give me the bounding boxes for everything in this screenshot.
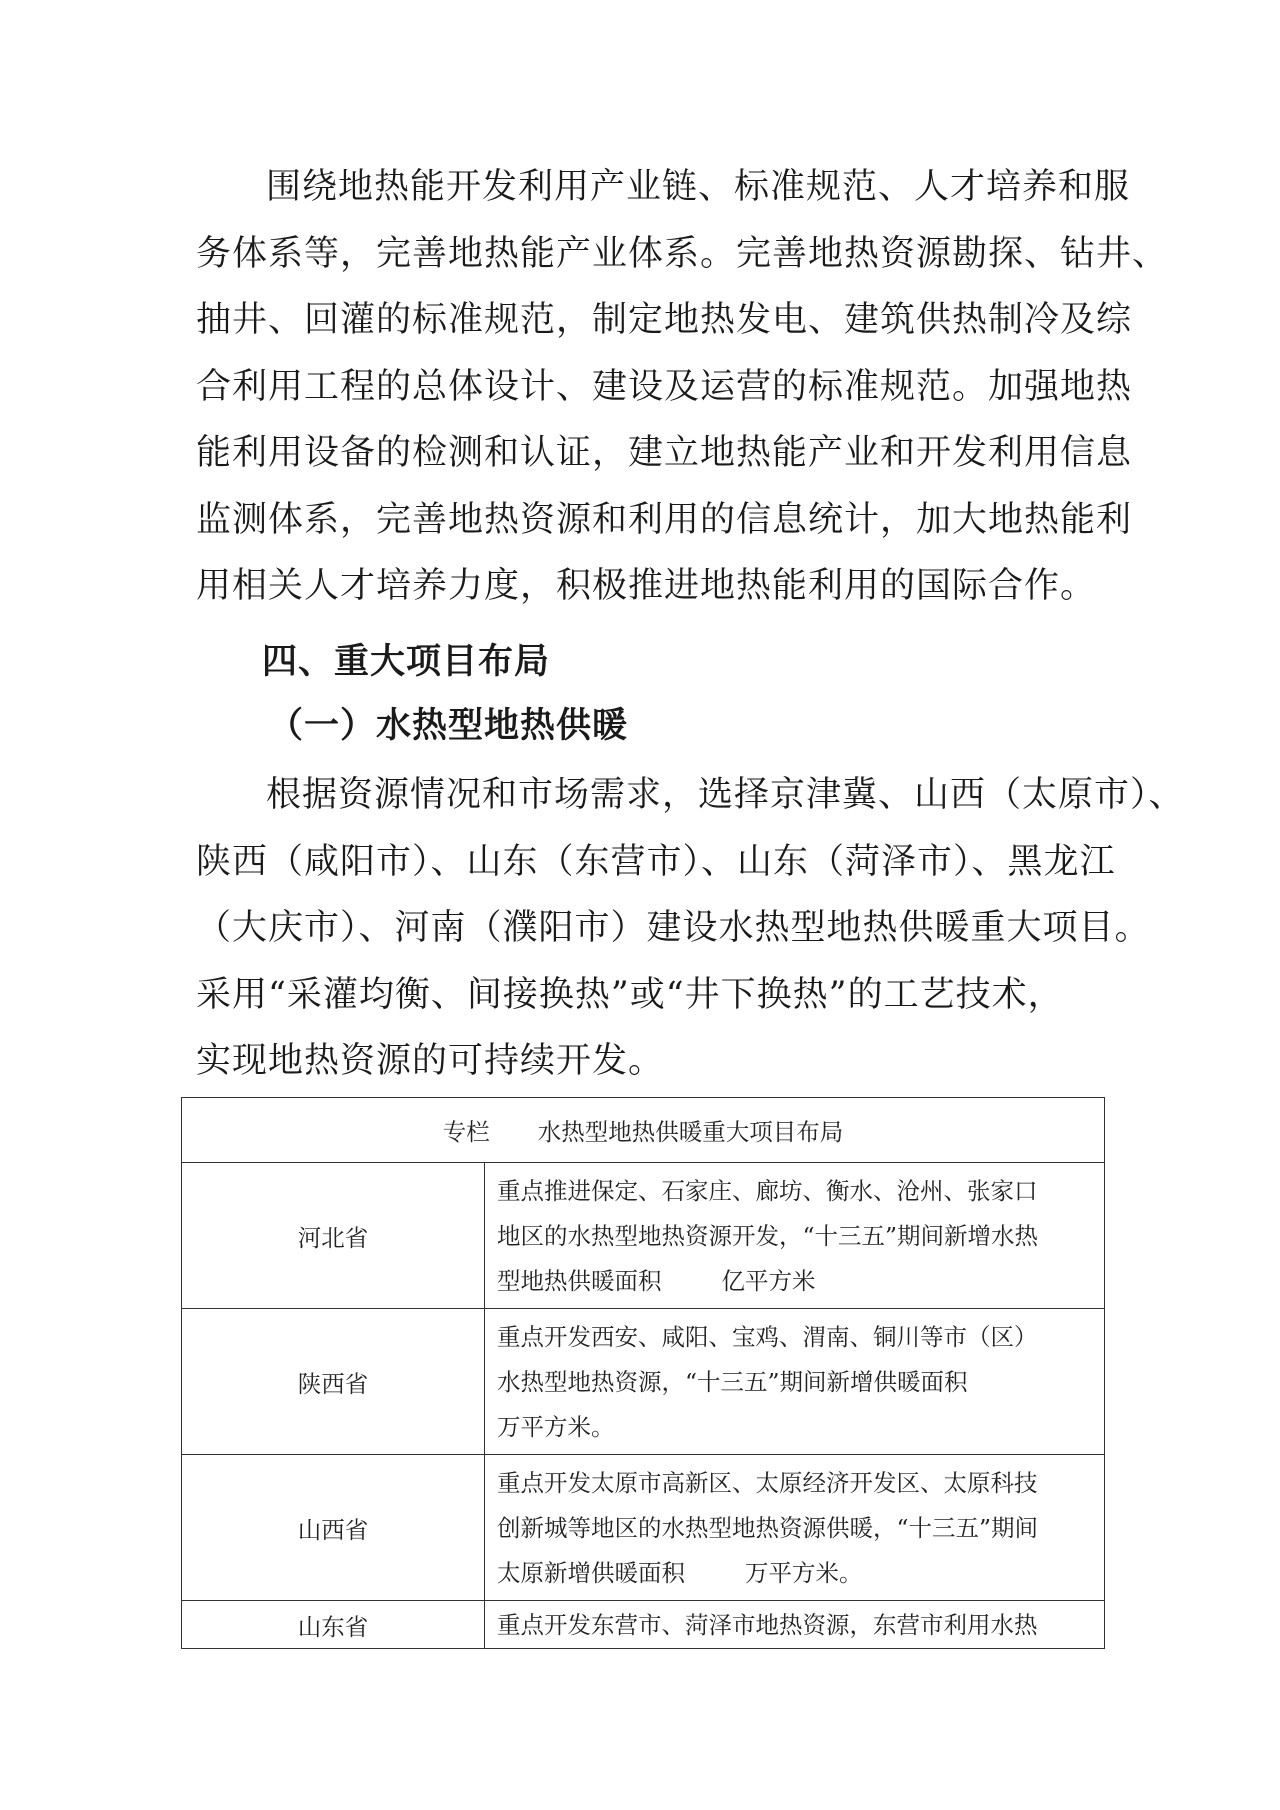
text-line: 监测体系，完善地热资源和利用的信息统计，加大地热能利	[196, 499, 1133, 540]
province-cell: 陕西省	[182, 1309, 485, 1455]
cell-line: 重点开发东营市、菏泽市地热资源，东营市利用水热	[497, 1611, 1038, 1639]
cell-line	[497, 1259, 1094, 1304]
province-cell: 山西省	[182, 1455, 485, 1601]
table-row	[182, 1163, 1105, 1309]
cell-text: 万平方米。	[745, 1559, 863, 1587]
cell-line: 重点推进保定、石家庄、廊坊、衡水、沧州、张家口	[497, 1177, 1038, 1205]
text-line: 实现地热资源的可持续开发。	[196, 1041, 665, 1081]
table-row	[182, 1601, 1105, 1649]
cell-line: 创新城等地区的水热型地热资源供暖，“十三五”期间	[497, 1514, 1039, 1542]
table-row	[182, 1455, 1105, 1601]
cell-line: 重点开发西安、咸阳、宝鸡、渭南、铜川等市（区）	[497, 1323, 1038, 1351]
project-layout-table	[181, 1097, 1105, 1649]
description-cell	[485, 1455, 1105, 1601]
province-cell: 河北省	[182, 1163, 485, 1309]
caption-title: 水热型地热供暖重大项目布局	[537, 1118, 844, 1146]
cell-line: 地区的水热型地热资源开发，“十三五”期间新增水热	[497, 1222, 1039, 1250]
cell-line	[497, 1551, 1094, 1596]
table-caption-row	[182, 1098, 1105, 1163]
cell-text: 亿平方米	[721, 1267, 816, 1295]
description-cell	[485, 1163, 1105, 1309]
text-line: 围绕地热能开发利用产业链、标准规范、人才培养和服	[266, 167, 1131, 207]
description-cell	[485, 1309, 1105, 1455]
cell-line: 万平方米。	[497, 1413, 615, 1441]
text-line: （大庆市）、河南（濮阳市）建设水热型地热供暖重大项目。	[196, 908, 1151, 948]
table-row	[182, 1309, 1105, 1455]
paragraph-industry-system	[196, 154, 1169, 620]
text-line: 合利用工程的总体设计、建设及运营的标准规范。加强地热	[196, 366, 1133, 407]
text-line: 用相关人才培养力度，积极推进地热能利用的国际合作。	[196, 566, 1097, 606]
table-caption	[182, 1098, 1105, 1163]
subsection-heading: （一）水热型地热供暖	[268, 706, 629, 746]
cell-line: 水热型地热资源，“十三五”期间新增供暖面积	[497, 1368, 968, 1396]
section-heading: 四、重大项目布局	[262, 642, 551, 682]
text-line: 陕西（咸阳市）、山东（东营市）、山东（菏泽市）、黑龙江	[196, 841, 1116, 882]
description-cell	[485, 1601, 1105, 1649]
cell-line: 重点开发太原市高新区、太原经济开发区、太原科技	[497, 1469, 1038, 1497]
province-cell: 山东省	[182, 1601, 485, 1649]
cell-text: 太原新增供暖面积	[497, 1559, 685, 1587]
cell-text: 型地热供暖面积	[497, 1267, 662, 1295]
text-line: 采用“采灌均衡、间接换热”或“井下换热”的工艺技术，	[196, 974, 1064, 1015]
text-line: 抽井、回灌的标准规范，制定地热发电、建筑供热制冷及综	[196, 300, 1133, 340]
text-line: 能利用设备的检测和认证，建立地热能产业和开发利用信息	[196, 433, 1133, 473]
caption-label: 专栏	[442, 1118, 490, 1146]
text-line: 根据资源情况和市场需求，选择京津冀、山西（太原市）、	[266, 775, 1185, 815]
paragraph-project-selection	[196, 762, 1185, 1095]
text-line: 务体系等，完善地热能产业体系。完善地热资源勘探、钻井、	[196, 233, 1169, 274]
